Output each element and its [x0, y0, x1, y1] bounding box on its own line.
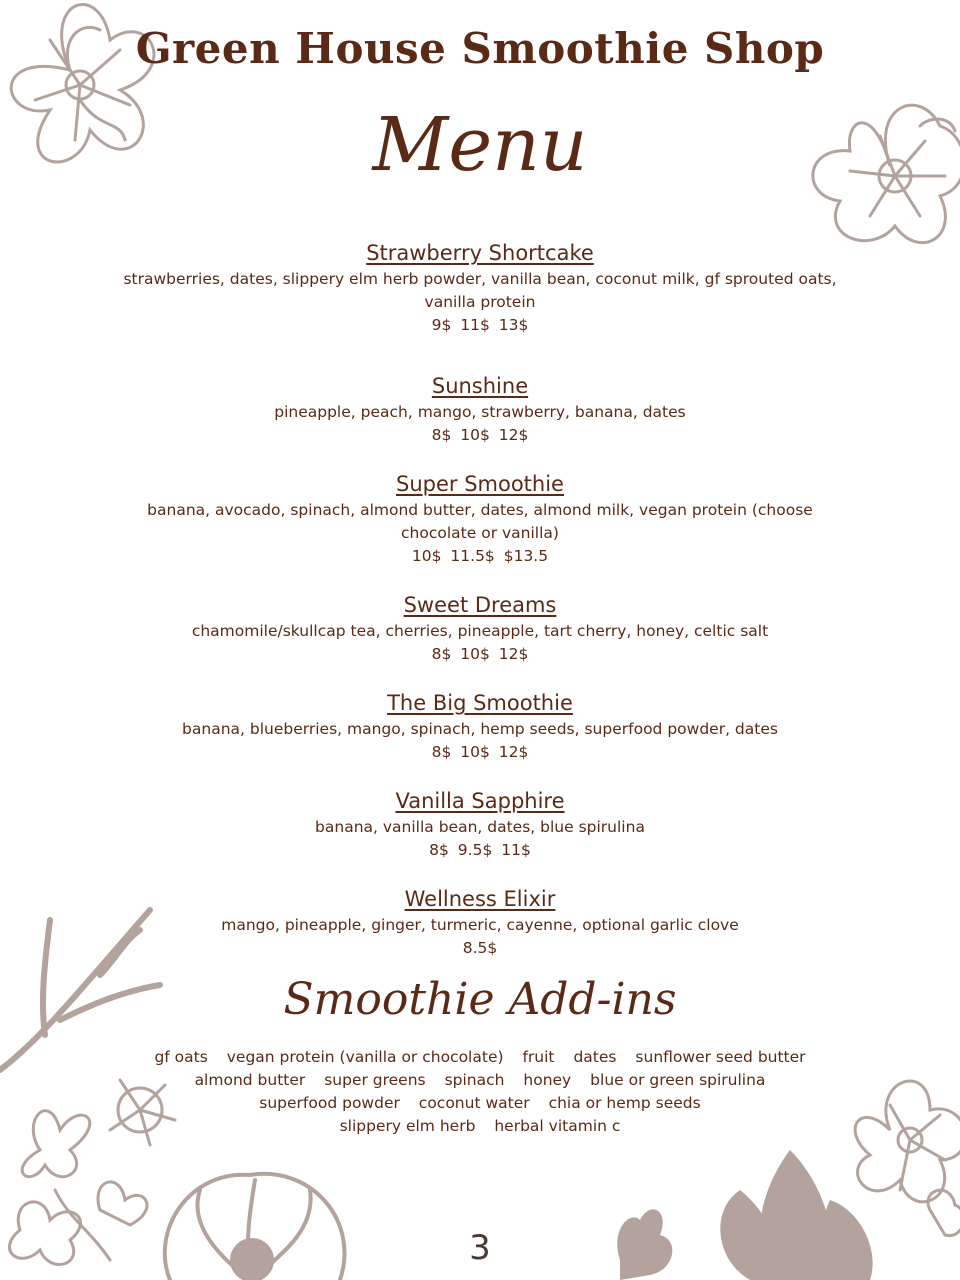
menu-item-prices: 8.5$: [462, 939, 498, 957]
addin-item: gf oats: [154, 1048, 208, 1066]
addin-item: dates: [573, 1048, 617, 1066]
addins-line: [120, 1069, 840, 1092]
addins-line: [120, 1115, 840, 1138]
addin-item: herbal vitamin c: [494, 1117, 621, 1135]
menu-item-description: banana, blueberries, mango, spinach, hemp seeds, superfood powder, dates: [182, 720, 778, 738]
shop-title: Green House Smoothie Shop: [135, 24, 825, 73]
menu-items-list: [120, 238, 840, 982]
page-number: 3: [469, 1228, 491, 1268]
menu-item: [120, 469, 840, 568]
menu-item: [120, 238, 840, 337]
addin-item: spinach: [444, 1071, 505, 1089]
menu-item-prices: 9$ 11$ 13$: [431, 316, 529, 334]
addins-line: [120, 1092, 840, 1115]
menu-item-name: Sweet Dreams: [403, 593, 557, 617]
addin-item: honey: [523, 1071, 572, 1089]
menu-title: Menu: [372, 102, 588, 188]
menu-item-description: banana, vanilla bean, dates, blue spirulina: [315, 818, 645, 836]
addins-title: Smoothie Add-ins: [283, 974, 677, 1025]
menu-item-name: Super Smoothie: [396, 472, 564, 496]
addin-item: superfood powder: [259, 1094, 400, 1112]
addin-item: coconut water: [418, 1094, 530, 1112]
addin-item: blue or green spirulina: [590, 1071, 766, 1089]
addin-item: chia or hemp seeds: [548, 1094, 701, 1112]
menu-item: [120, 371, 840, 447]
addin-item: slippery elm herb: [339, 1117, 476, 1135]
menu-item: [120, 590, 840, 666]
addin-item: fruit: [522, 1048, 555, 1066]
addin-item: almond butter: [194, 1071, 306, 1089]
menu-item-prices: 8$ 9.5$ 11$: [429, 841, 531, 859]
menu-item-prices: 8$ 10$ 12$: [431, 645, 529, 663]
menu-item-name: Sunshine: [431, 374, 529, 398]
menu-item-name: Vanilla Sapphire: [395, 789, 565, 813]
menu-item-prices: 10$ 11.5$ $13.5: [411, 547, 549, 565]
addin-item: sunflower seed butter: [635, 1048, 806, 1066]
menu-item-prices: 8$ 10$ 12$: [431, 426, 529, 444]
menu-item-name: Strawberry Shortcake: [366, 241, 594, 265]
addins-list: [120, 1046, 840, 1138]
addin-item: vegan protein (vanilla or chocolate): [226, 1048, 504, 1066]
menu-item-prices: 8$ 10$ 12$: [431, 743, 529, 761]
menu-item-description: strawberries, dates, slippery elm herb powder, vanilla bean, coconut milk, gf sprouted oats, vanilla protein: [123, 270, 837, 311]
menu-item: [120, 884, 840, 960]
menu-item-description: pineapple, peach, mango, strawberry, banana, dates: [274, 403, 686, 421]
menu-item: [120, 786, 840, 862]
menu-item-description: chamomile/skullcap tea, cherries, pineapple, tart cherry, honey, celtic salt: [191, 622, 769, 640]
menu-item-name: Wellness Elixir: [404, 887, 556, 911]
menu-item-name: The Big Smoothie: [387, 691, 573, 715]
menu-item: [120, 688, 840, 764]
addins-line: [120, 1046, 840, 1069]
menu-item-description: banana, avocado, spinach, almond butter, dates, almond milk, vegan protein (choose chocolate or vanilla): [147, 501, 813, 542]
addin-item: super greens: [324, 1071, 426, 1089]
menu-item-description: mango, pineapple, ginger, turmeric, cayenne, optional garlic clove: [221, 916, 739, 934]
